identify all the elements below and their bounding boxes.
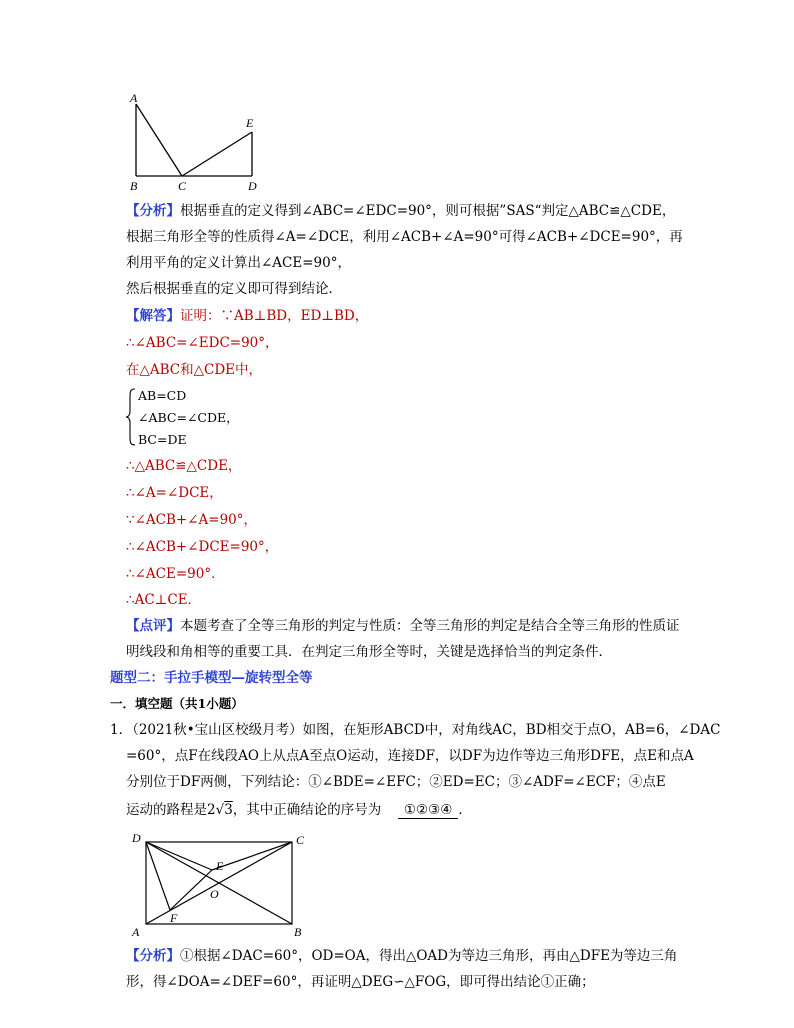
figure-1-triangles [122,90,272,196]
solution-line-8: ∴∠ACE=90°． [126,566,225,582]
label-d2: D [132,831,141,845]
label-e2: E [216,859,224,873]
label-b2: B [294,925,302,939]
analysis-line-4: 然后根据垂直的定义即可得到结论． [126,281,342,297]
solution-line-4: ∴△ABC≌△CDE， [126,458,242,474]
solution-line-1: 【解答】证明：∵AB⊥BD，ED⊥BD， [126,308,369,324]
system-line-1: AB=CD [138,388,187,403]
label-c: C [178,179,187,193]
problem-line-2: =60°，点F在线段AO上从点A至点O运动，连接DF，以DF为边作等边三角形DFE，点E和点A [126,748,694,764]
label-e: E [246,116,254,130]
label-o2: O [210,887,219,901]
sqrt-symbol: √ [215,802,225,818]
analysis2-line-2: 形，得∠DOA=∠DEF=60°，再证明△DEG∽△FOG，即可得出结论①正确； [126,974,595,990]
label-a: A [130,91,138,105]
problem-line-1: 1．（2021秋•宝山区校级月考）如图，在矩形ABCD中，对角线AC，BD相交于点O，AB=6，∠DAC [110,722,721,738]
comment-line-1: 【点评】本题考查了全等三角形的判定与性质：全等三角形的判定是结合全等三角形的性质证 [126,618,680,634]
analysis-line-3: 利用平角的定义计算出∠ACE=90°， [126,255,351,271]
label-a2: A [132,925,140,939]
solution-line-7: ∴∠ACB+∠DCE=90°， [126,539,279,555]
solution-line-9: ∴AC⊥CE． [126,592,202,608]
solution-line-3: 在△ABC和△CDE中， [126,362,263,378]
label-f2: F [170,911,178,925]
solution-line-2: ∴∠ABC=∠EDC=90°， [126,335,279,351]
label-b: B [130,179,138,193]
section-title: 题型二：手拉手模型—旋转型全等 [110,670,313,686]
analysis2-line-1: 【分析】①根据∠DAC=60°，OD=OA，得出△OAD为等边三角形，再由△DFE为等边三角 [126,948,678,964]
solution-line-5: ∴∠A=∠DCE， [126,485,223,501]
system-brace [126,388,136,446]
label-c2: C [296,833,305,847]
system-line-2: ∠ABC=∠CDE， [138,410,239,425]
system-line-3: BC=DE [138,432,187,447]
analysis-line-1: 【分析】根据垂直的定义得到∠ABC=∠EDC=90°，则可根据”SAS“判定△ABC≌△CDE， [126,203,676,219]
section-subtitle: 一．填空题（共1小题） [110,696,244,711]
problem-line-4: 运动的路程是2√3，其中正确结论的序号为 ①②③④ ． [126,802,472,818]
figure-2-rectangle [126,828,312,940]
comment-line-2: 明线段和角相等的重要工具．在判定三角形全等时，关键是选择恰当的判定条件． [126,644,612,660]
label-d: D [248,179,257,193]
problem-line-3: 分别位于DF两侧，下列结论：①∠BDE=∠EFC；②ED=EC；③∠ADF=∠ECF；④点E [126,774,666,790]
answer-blank: ①②③④ [398,802,458,819]
solution-line-6: ∵∠ACB+∠A=90°， [126,512,258,528]
analysis-line-2: 根据三角形全等的性质得∠A=∠DCE，利用∠ACB+∠A=90°可得∠ACB+∠DCE=90°，再 [126,229,683,245]
